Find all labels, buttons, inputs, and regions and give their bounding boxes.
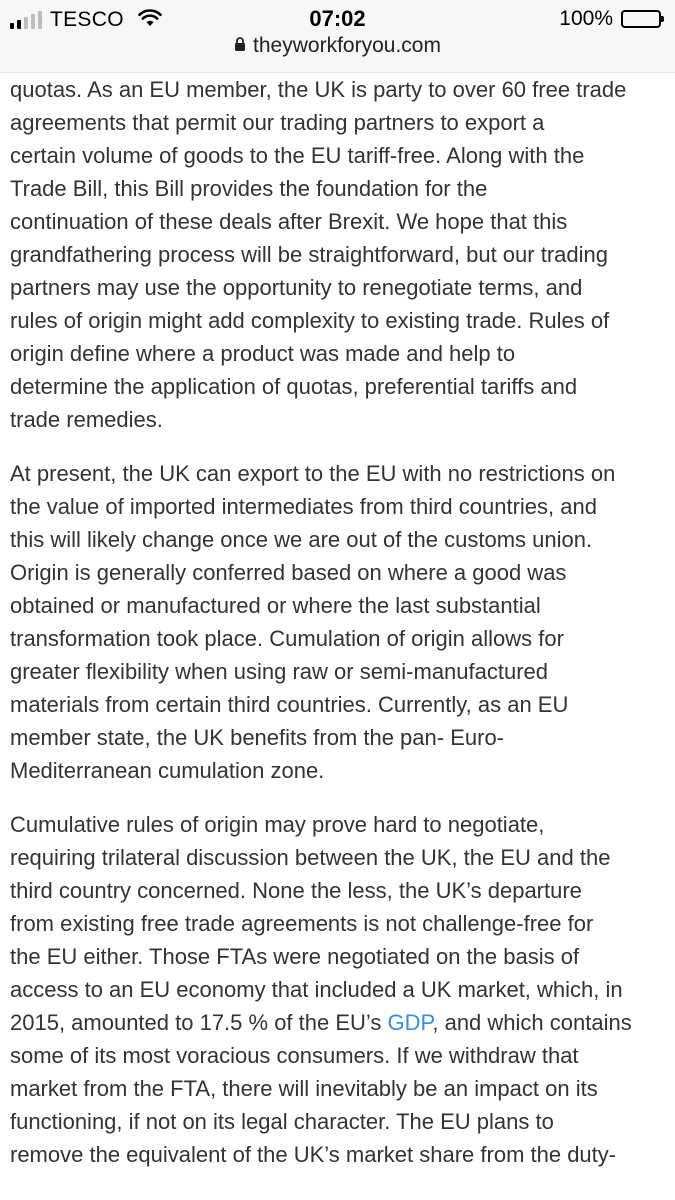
lock-icon bbox=[234, 34, 246, 58]
status-bar bbox=[0, 0, 675, 73]
line: third country concerned. None the less, the UK’s departure bbox=[10, 878, 582, 903]
clock: 07:02 bbox=[309, 6, 366, 31]
line: remove the equivalent of the UK’s market share from the duty- bbox=[10, 1142, 617, 1167]
carrier-name: TESCO bbox=[50, 8, 124, 31]
line: this will likely change once we are out of the customs union. bbox=[10, 527, 593, 552]
article-content bbox=[10, 40, 670, 1192]
line: the value of imported intermediates from third countries, and bbox=[10, 494, 597, 519]
line: the EU either. Those FTAs were negotiated on the basis of bbox=[10, 944, 580, 969]
line: greater flexibility when using raw or semi-manufactured bbox=[10, 659, 549, 684]
line: certain volume of goods to the EU tariff-free. Along with the bbox=[10, 143, 585, 168]
line: Mediterranean cumulation zone. bbox=[10, 758, 325, 783]
line: grandfathering process will be straightforward, but our trading bbox=[10, 242, 608, 267]
status-right bbox=[559, 7, 661, 31]
gdp-link[interactable]: GDP bbox=[387, 1010, 433, 1035]
paragraph-rules-of-origin bbox=[10, 73, 670, 436]
line: access to an EU economy that included a UK market, which, in bbox=[10, 977, 623, 1002]
line: determine the application of quotas, preferential tariffs and bbox=[10, 374, 578, 399]
paragraph-trilateral bbox=[10, 808, 670, 1171]
line: origin define where a product was made and help to bbox=[10, 341, 516, 366]
line: rules of origin might add complexity to existing trade. Rules of bbox=[10, 308, 610, 333]
line: agreements that permit our trading partners to export a bbox=[10, 110, 545, 135]
line: At present, the UK can export to the EU with no restrictions on bbox=[10, 461, 616, 486]
url-text: theyworkforyou.com bbox=[253, 34, 441, 57]
line: , and which contains bbox=[432, 1010, 632, 1035]
line: transformation took place. Cumulation of origin allows for bbox=[10, 626, 564, 651]
battery-percent: 100% bbox=[559, 7, 613, 30]
line: market from the FTA, there will inevitably be an impact on its bbox=[10, 1076, 598, 1101]
line: partners may use the opportunity to renegotiate terms, and bbox=[10, 275, 583, 300]
line: obtained or manufactured or where the last substantial bbox=[10, 593, 541, 618]
line: requiring trilateral discussion between the UK, the EU and the bbox=[10, 845, 611, 870]
line: some of its most voracious consumers. If we withdraw that bbox=[10, 1043, 579, 1068]
line: continuation of these deals after Brexit. We hope that this bbox=[10, 209, 568, 234]
line: Origin is generally conferred based on where a good was bbox=[10, 560, 567, 585]
line: from existing free trade agreements is not challenge-free for bbox=[10, 911, 594, 936]
line: 2015, amounted to 17.5 % of the EU’s bbox=[10, 1010, 388, 1035]
paragraph-cumulation bbox=[10, 457, 670, 787]
line: Cumulative rules of origin may prove hard to negotiate, bbox=[10, 812, 545, 837]
line: Trade Bill, this Bill provides the foundation for the bbox=[10, 176, 488, 201]
address-bar[interactable] bbox=[0, 34, 675, 58]
line: materials from certain third countries. Currently, as an EU bbox=[10, 692, 569, 717]
line: quotas. As an EU member, the UK is party to over 60 free trade bbox=[10, 77, 627, 102]
line: trade remedies. bbox=[10, 407, 163, 432]
line: member state, the UK benefits from the pan- Euro- bbox=[10, 725, 505, 750]
battery-icon bbox=[621, 10, 661, 28]
line: functioning, if not on its legal character. The EU plans to bbox=[10, 1109, 554, 1134]
